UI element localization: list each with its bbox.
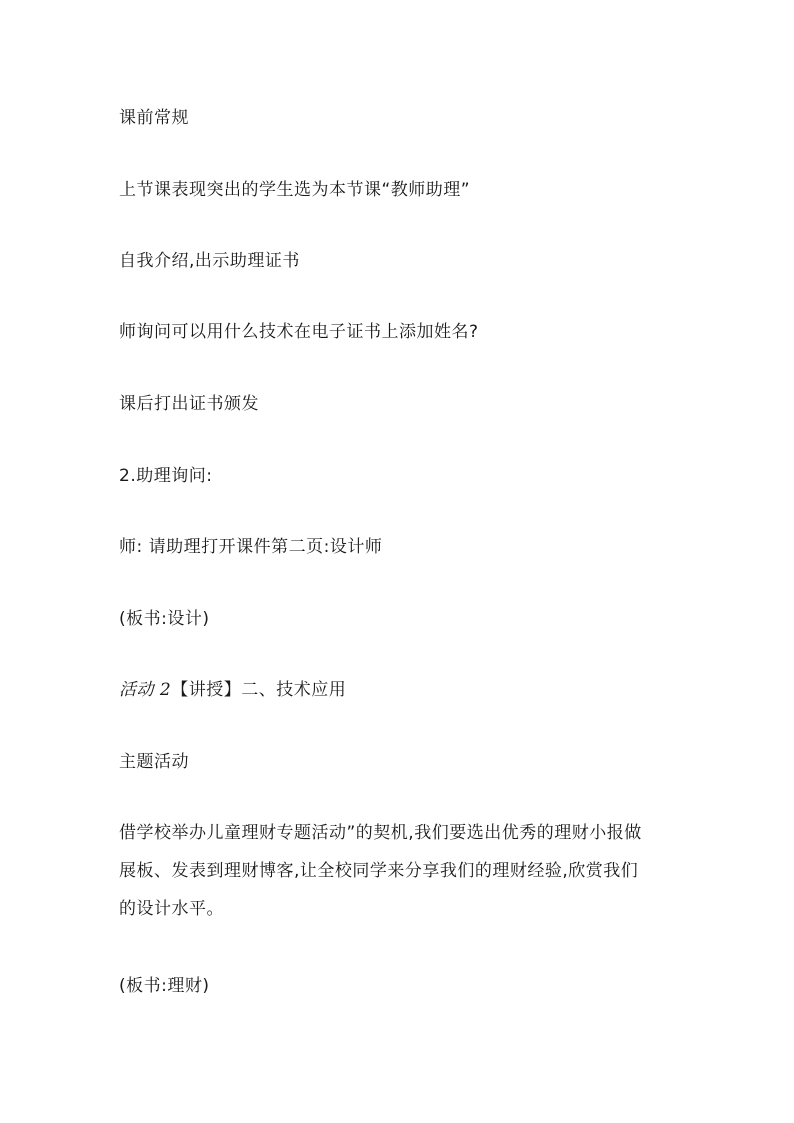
text-open-courseware: 师: 请助理打开课件第二页:设计师 (119, 537, 383, 557)
activity-label: 活动 2 (119, 680, 172, 700)
paragraph-theme-description (119, 823, 699, 937)
heading-activity-2 (119, 680, 346, 700)
heading-assistant-question: 2.助理询问: (119, 466, 213, 486)
heading-theme-activity: 主题活动 (119, 752, 189, 772)
text-teacher-question: 师询问可以用什么技术在电子证书上添加姓名? (119, 322, 479, 342)
paragraph-line: 展板、发表到理财博客,让全校同学来分享我们的理财经验,欣赏我们 (119, 861, 639, 881)
paragraph-line: 借学校举办儿童理财专题活动”的契机,我们要选出优秀的理财小报做 (119, 823, 642, 843)
text-self-introduction: 自我介绍,出示助理证书 (119, 251, 300, 271)
text-teacher-assistant-selection: 上节课表现突出的学生选为本节课“教师助理” (119, 180, 471, 200)
activity-title: 【讲授】二、技术应用 (171, 680, 347, 700)
heading-pre-class-routine: 课前常规 (119, 108, 189, 128)
board-note-design: (板书:设计) (119, 609, 210, 629)
text-after-class-certificate: 课后打出证书颁发 (119, 394, 259, 414)
board-note-finance: (板书:理财) (119, 976, 210, 996)
paragraph-line: 的设计水平。 (119, 899, 224, 919)
